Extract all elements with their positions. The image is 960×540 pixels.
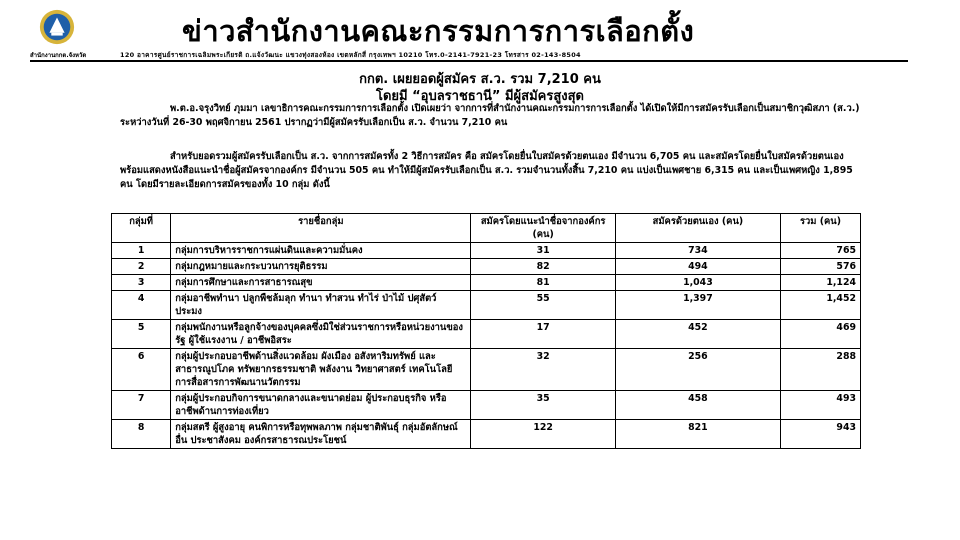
org-count: 35 (471, 391, 615, 420)
office-address: 120 อาคารศูนย์ราชการเฉลิมพระเกียรติ ถ.แจ้งวัฒนะ แขวงทุ่งสองห้อง เขตหลักสี่ กรุงเทพฯ 10210 โทร.0-2141-7921-23 โทรสาร 02-143-8504 (120, 51, 581, 59)
self-count: 734 (615, 243, 780, 259)
group-name: กลุ่มพนักงานหรือลูกจ้างของบุคคลซึ่งมิใช่ส่วนราชการหรือหน่วยงานของรัฐ ผู้ใช้แรงงาน / อาชีพอิสระ (171, 320, 471, 349)
table-row (112, 259, 861, 275)
col-header-org: สมัครโดยแนะนำชื่อจากองค์กร (คน) (471, 214, 615, 243)
org-count: 31 (471, 243, 615, 259)
self-count: 256 (615, 349, 780, 391)
group-name: กลุ่มสตรี ผู้สูงอายุ คนพิการหรือทุพพลภาพ กลุ่มชาติพันธุ์ กลุ่มอัตลักษณ์อื่น ประชาสังคม องค์กรสาธารณประโยชน์ (171, 420, 471, 449)
col-header-total: รวม (คน) (780, 214, 860, 243)
headline-secondary: โดยมี “อุบลราชธานี” มีผู้สมัครสูงสุด (375, 89, 585, 104)
group-name: กลุ่มอาชีพทำนา ปลูกพืชล้มลุก ทำนา ทำสวน ทำไร่ ป่าไม้ ปศุสัตว์ ประมง (171, 291, 471, 320)
org-count: 55 (471, 291, 615, 320)
group-no: 4 (112, 291, 171, 320)
self-count: 494 (615, 259, 780, 275)
group-name: กลุ่มการบริหารราชการแผ่นดินและความมั่นคง (171, 243, 471, 259)
table-row (112, 420, 861, 449)
table-row (112, 349, 861, 391)
group-no: 6 (112, 349, 171, 391)
org-count: 81 (471, 275, 615, 291)
ect-emblem-icon (38, 8, 76, 46)
group-name: กลุ่มการศึกษาและการสาธารณสุข (171, 275, 471, 291)
applicant-table (111, 213, 861, 449)
col-header-group-name: รายชื่อกลุ่ม (171, 214, 471, 243)
group-no: 5 (112, 320, 171, 349)
table-row (112, 391, 861, 420)
paragraph-1: พ.ต.อ.จรุงวิทย์ ภุมมา เลขาธิการคณะกรรมการการเลือกตั้ง เปิดเผยว่า จากการที่สำนักงานคณะกรรมการการเลือกตั้ง ได้เปิดให้มีการสมัครรับเลือกเป็นสมาชิกวุฒิสภา (ส.ว.) ระหว่างวันที่ 26-30 พฤศจิกายน 2561 ปรากฏว่ามีผู้สมัครรับเลือกเป็น ส.ว. จำนวน 7,210 คน (120, 103, 860, 128)
total-count: 1,124 (780, 275, 860, 291)
paragraph-2: สำหรับยอดรวมผู้สมัครรับเลือกเป็น ส.ว. จากการสมัครทั้ง 2 วิธีการสมัคร คือ สมัครโดยยื่นใบสมัครด้วยตนเอง มีจำนวน 6,705 คน และสมัครโดยยื่นใบสมัครด้วยตนเองพร้อมแสดงหนังสือแนะนำชื่อผู้สมัครจากองค์กร มีจำนวน 505 คน ทำให้มีผู้สมัครรับเลือกเป็น ส.ว. รวมจำนวนทั้งสิ้น 7,210 คน แบ่งเป็นเพศชาย 6,315 คน และเป็นเพศหญิง 1,895 คน โดยมีรายละเอียดการสมัครของทั้ง 10 กลุ่ม ดังนี้ (120, 151, 853, 190)
total-count: 943 (780, 420, 860, 449)
total-count: 288 (780, 349, 860, 391)
group-name: กลุ่มผู้ประกอบกิจการขนาดกลางและขนาดย่อม ผู้ประกอบธุรกิจ หรืออาชีพด้านการท่องเที่ยว (171, 391, 471, 420)
self-count: 1,397 (615, 291, 780, 320)
total-count: 469 (780, 320, 860, 349)
logo-caption: สำนักงานกกต.จังหวัด (30, 52, 87, 59)
total-count: 493 (780, 391, 860, 420)
group-no: 1 (112, 243, 171, 259)
group-no: 2 (112, 259, 171, 275)
total-count: 1,452 (780, 291, 860, 320)
org-count: 122 (471, 420, 615, 449)
group-name: กลุ่มผู้ประกอบอาชีพด้านสิ่งแวดล้อม ผังเมือง อสังหาริมทรัพย์ และสาธารณูปโภค ทรัพยากรธรรมชาติ พลังงาน วิทยาศาสตร์ เทคโนโลยี การสื่อสารการพัฒนานวัตกรรม (171, 349, 471, 391)
col-header-self: สมัครด้วยตนเอง (คน) (615, 214, 780, 243)
org-count: 82 (471, 259, 615, 275)
total-count: 765 (780, 243, 860, 259)
self-count: 1,043 (615, 275, 780, 291)
total-count: 576 (780, 259, 860, 275)
office-title: ข่าวสำนักงานคณะกรรมการการเลือกตั้ง (182, 14, 695, 48)
group-no: 8 (112, 420, 171, 449)
self-count: 458 (615, 391, 780, 420)
table-row (112, 243, 861, 259)
table-row (112, 320, 861, 349)
table-header-row (112, 214, 861, 243)
group-name: กลุ่มกฎหมายและกระบวนการยุติธรรม (171, 259, 471, 275)
col-header-group-no: กลุ่มที่ (112, 214, 171, 243)
org-count: 17 (471, 320, 615, 349)
headline-primary: กกต. เผยยอดผู้สมัคร ส.ว. รวม 7,210 คน (359, 72, 601, 87)
self-count: 452 (615, 320, 780, 349)
table-row (112, 275, 861, 291)
table-row (112, 291, 861, 320)
org-count: 32 (471, 349, 615, 391)
header-divider (30, 60, 908, 62)
group-no: 3 (112, 275, 171, 291)
self-count: 821 (615, 420, 780, 449)
news-header (30, 6, 930, 62)
group-no: 7 (112, 391, 171, 420)
